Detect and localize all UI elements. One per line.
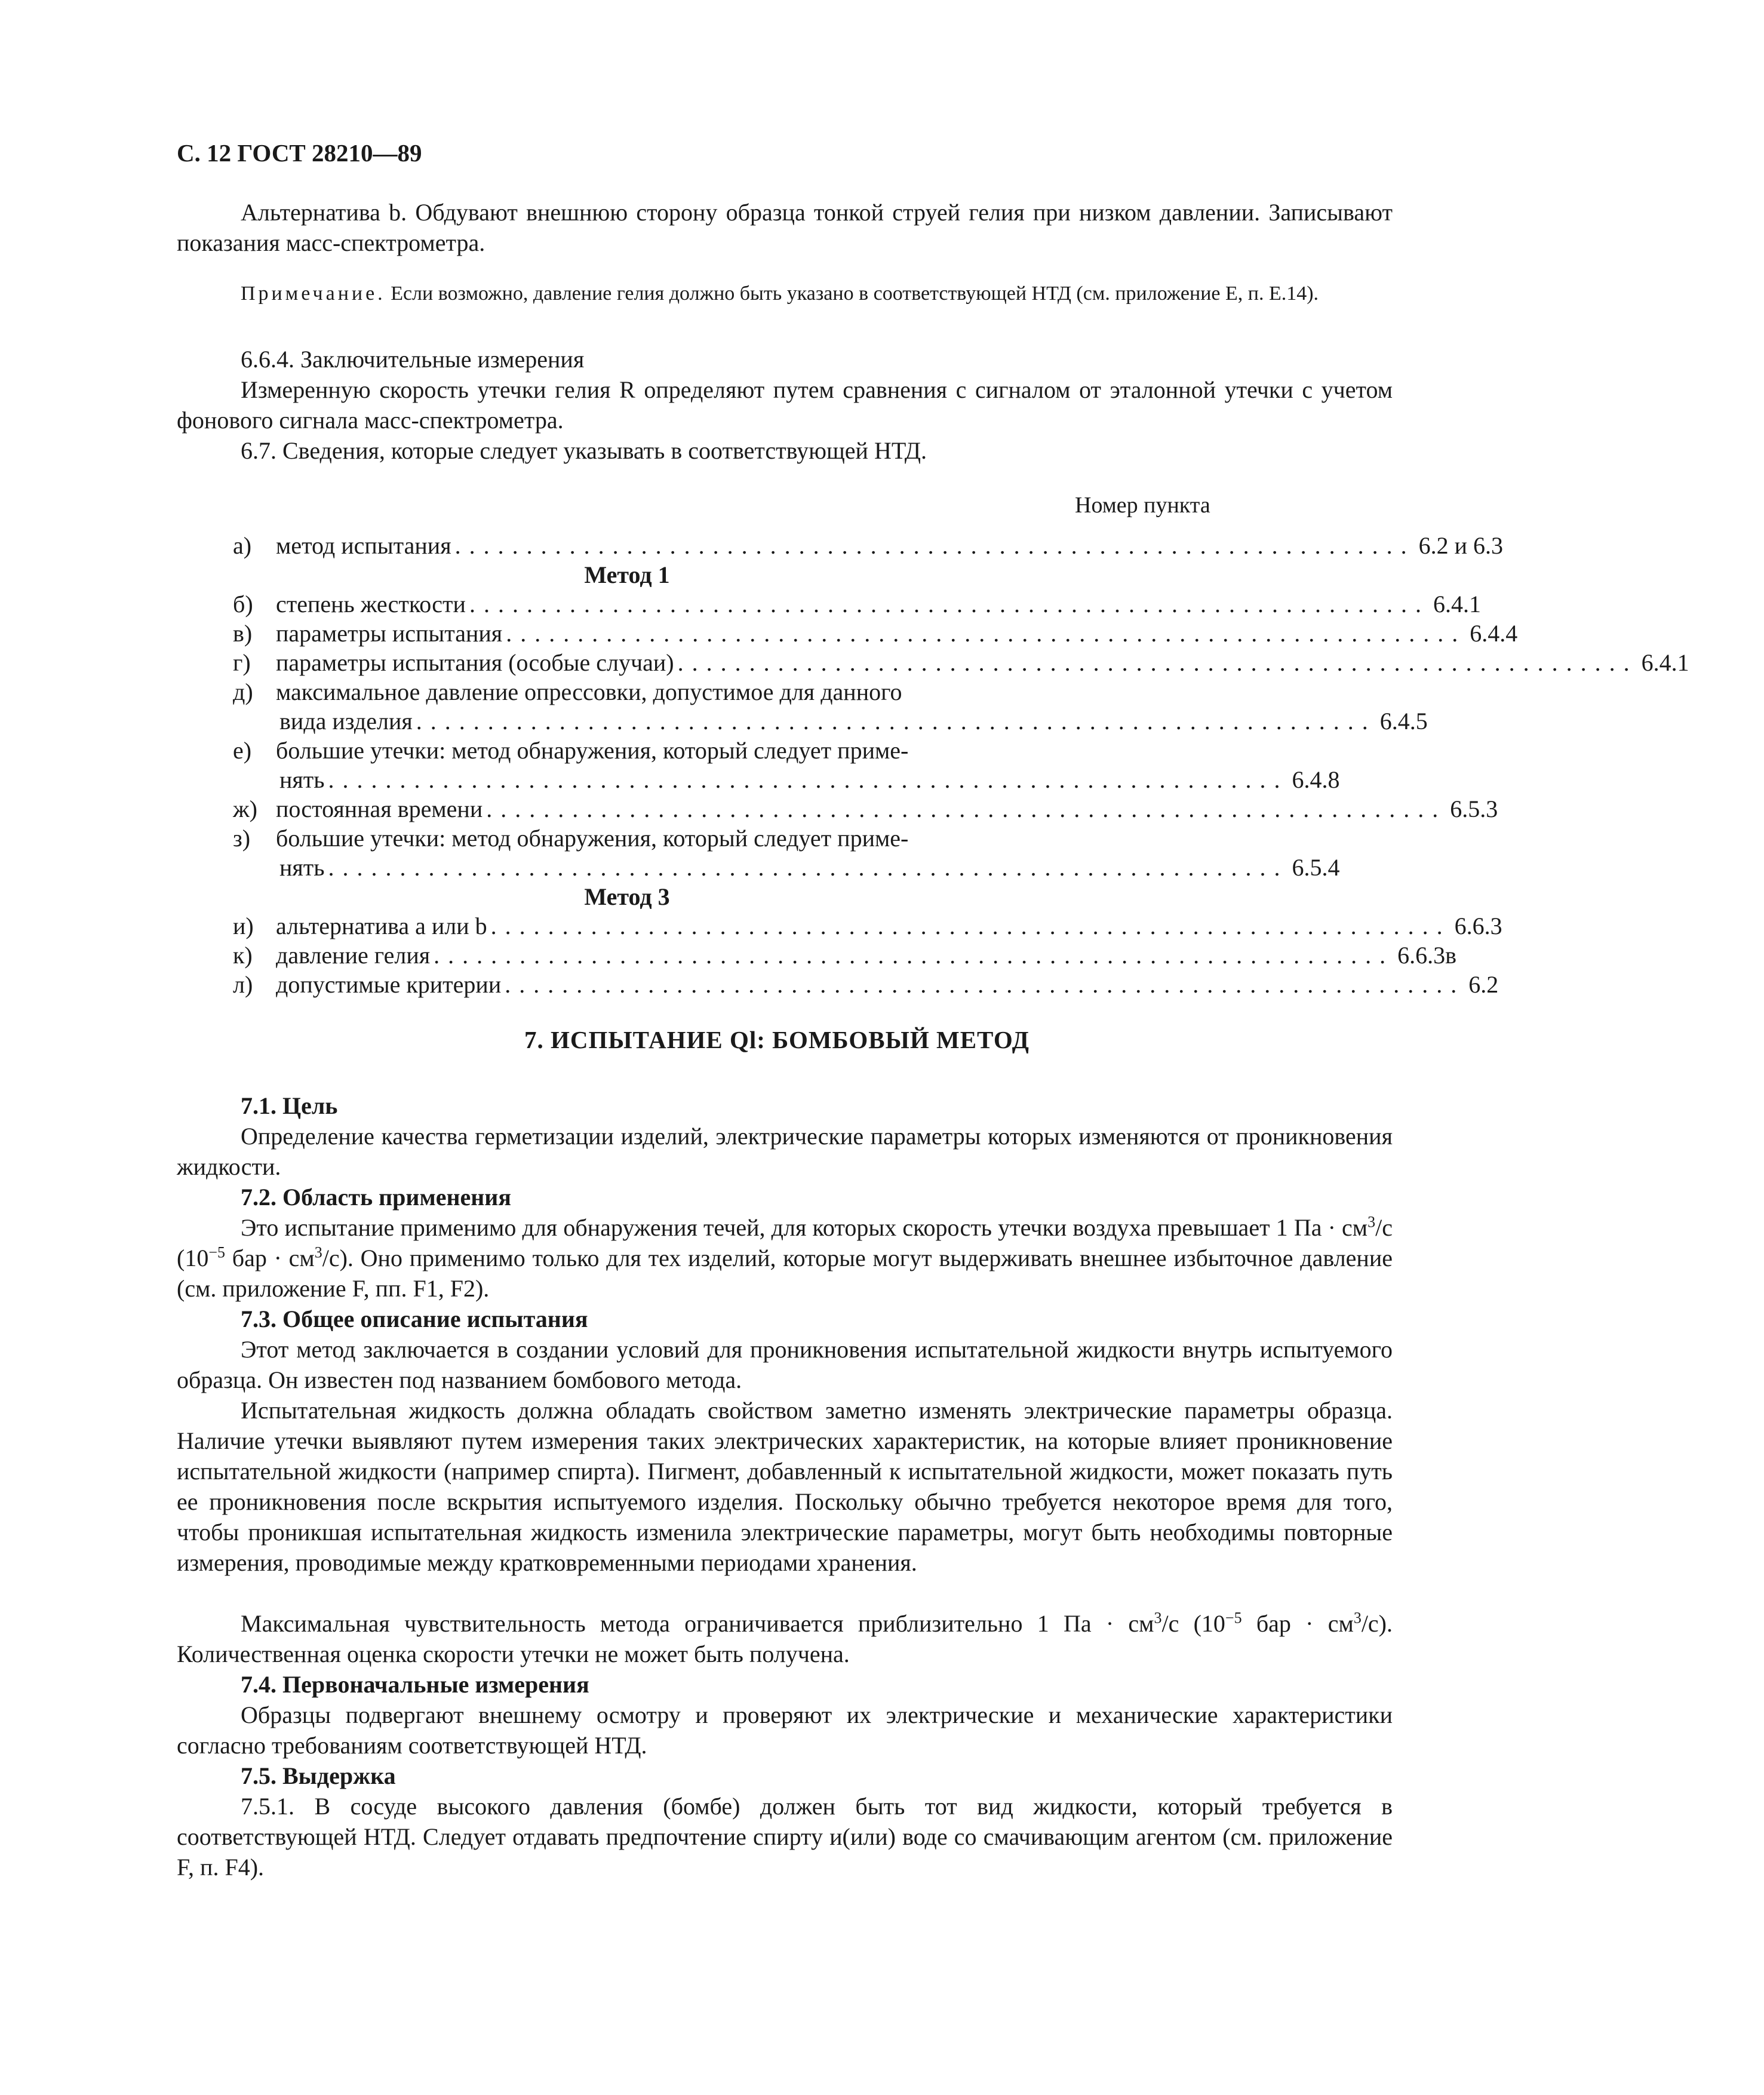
heading-6-6-4: 6.6.4. Заключительные измерения	[241, 346, 585, 373]
section-7-title: 7. ИСПЫТАНИЕ Ql: БОМБОВЫЙ МЕТОД	[524, 1026, 1029, 1053]
paragraph-7-1: Определение качества герметизации изделий, электрические параметры которых изменяются от проникновения жидкости.	[177, 1123, 1393, 1180]
toc-row-g: г) параметры испытания (особые случаи) ................................................................... 6.4.1	[233, 649, 1689, 676]
paragraph-6-6-4: Измеренную скорость утечки гелия R определяют путем сравнения с сигналом от эталонной утечки с учетом фонового сигнала масс-спектрометра.	[177, 376, 1393, 434]
paragraph-7-4: Образцы подвергают внешнему осмотру и проверяют их электрические и механические характеристики согласно требованиям соответствующей НТД.	[177, 1701, 1393, 1759]
paragraph-7-3-1: Этот метод заключается в создании условий для проникновения испытательной жидкости внутрь испытуемого образца. Он известен под названием бомбового метода.	[177, 1336, 1393, 1393]
toc-row-e-line2: нять ................................................................... 6.4.8	[279, 766, 1340, 793]
paragraph-7-5-1: 7.5.1. В сосуде высокого давления (бомбе) должен быть тот вид жидкости, который требуется в соответствующей НТД. Следует отдавать предпочтение спирту и(или) воде со смачивающим агентом (см. приложение F, п. F4).	[177, 1793, 1393, 1881]
heading-7-2: 7.2. Область применения	[241, 1184, 511, 1211]
toc-method-3: Метод 3	[584, 883, 670, 910]
toc-row-a: а) метод испытания ................................................................... 6.2 и 6.3	[233, 532, 1503, 559]
heading-7-5: 7.5. Выдержка	[241, 1762, 396, 1789]
paragraph-alternative-b: Альтернатива b. Обдувают внешнюю сторону образца тонкой струей гелия при низком давлении. Записывают показания масс-спектрометра.	[177, 199, 1393, 256]
heading-7-3: 7.3. Общее описание испытания	[241, 1305, 588, 1332]
toc-list	[233, 531, 1689, 999]
heading-7-1: 7.1. Цель	[241, 1092, 338, 1119]
toc-row-d-line2: вида изделия ................................................................... 6.4.5	[279, 708, 1428, 735]
toc-row-v: в) параметры испытания ................................................................... 6.4.4	[233, 620, 1518, 647]
toc-row-k: к) давление гелия ................................................................... 6.6.3в	[233, 942, 1457, 969]
note-paragraph	[177, 279, 1393, 308]
paragraph-7-2: Это испытание применимо для обнаружения течей, для которых скорость утечки воздуха превышает 1 Па · $см^3/с$ ($10^{-5}$ бар · $см^3/с$). Оно применимо только для тех изделий, которые могут выдерживать внешнее избыточное давление (см. приложение F, пп. F1, F2).	[177, 1213, 1393, 1302]
toc-row-d-line1: д) максимальное давление опрессовки, допустимое для данного	[233, 678, 902, 705]
paragraph-7-3-2: Испытательная жидкость должна обладать свойством заметно изменять электрические параметры образца. Наличие утечки выявляют путем измерения таких электрических характеристик, на которые влияет проникновение испытательной жидкости (например спирта). Пигмент, добавленный к испытательной жидкости, может показать путь ее проникновения после вскрытия испытуемого изделия. Поскольку обычно требуется некоторое время для того, чтобы проникшая испытательная жидкость изменила электрические параметры, могут быть необходимы повторные измерения, проводимые между кратковременными периодами хранения.	[177, 1397, 1393, 1576]
heading-7-4: 7.4. Первоначальные измерения	[241, 1671, 589, 1698]
toc-row-e-line1: е) большие утечки: метод обнаружения, который следует приме-	[233, 737, 909, 764]
note-label: Примечание.	[241, 282, 386, 305]
paragraph-7-3-3: Максимальная чувствительность метода ограничивается приблизительно 1 Па · $см^3/с$ ($10^{-5}$ бар · $см^3/с$). Количественная оценка скорости утечки не может быть получена.	[177, 1609, 1393, 1667]
toc-column-header: Номер пункта	[1075, 493, 1210, 518]
paragraph-6-7: 6.7. Сведения, которые следует указывать в соответствующей НТД.	[241, 437, 927, 464]
toc-method-1: Метод 1	[584, 561, 670, 588]
toc-row-z-line2: нять ................................................................... 6.5.4	[279, 854, 1340, 881]
page-header: С. 12 ГОСТ 28210—89	[177, 139, 422, 167]
note-text: Если возможно, давление гелия должно быть указано в соответствующей НТД (см. приложение Е, п. Е.14).	[385, 282, 1319, 305]
toc-row-i: и) альтернатива а или b ................................................................... 6.6.3	[233, 913, 1502, 939]
toc-row-b: б) степень жесткости ................................................................... 6.4.1	[233, 591, 1481, 618]
toc-row-l: л) допустимые критерии ................................................................... 6.2	[233, 971, 1499, 998]
toc-row-z-line1: з) большие утечки: метод обнаружения, который следует приме-	[233, 825, 909, 852]
toc-row-zh: ж) постоянная времени ................................................................... 6.5.3	[233, 795, 1498, 822]
